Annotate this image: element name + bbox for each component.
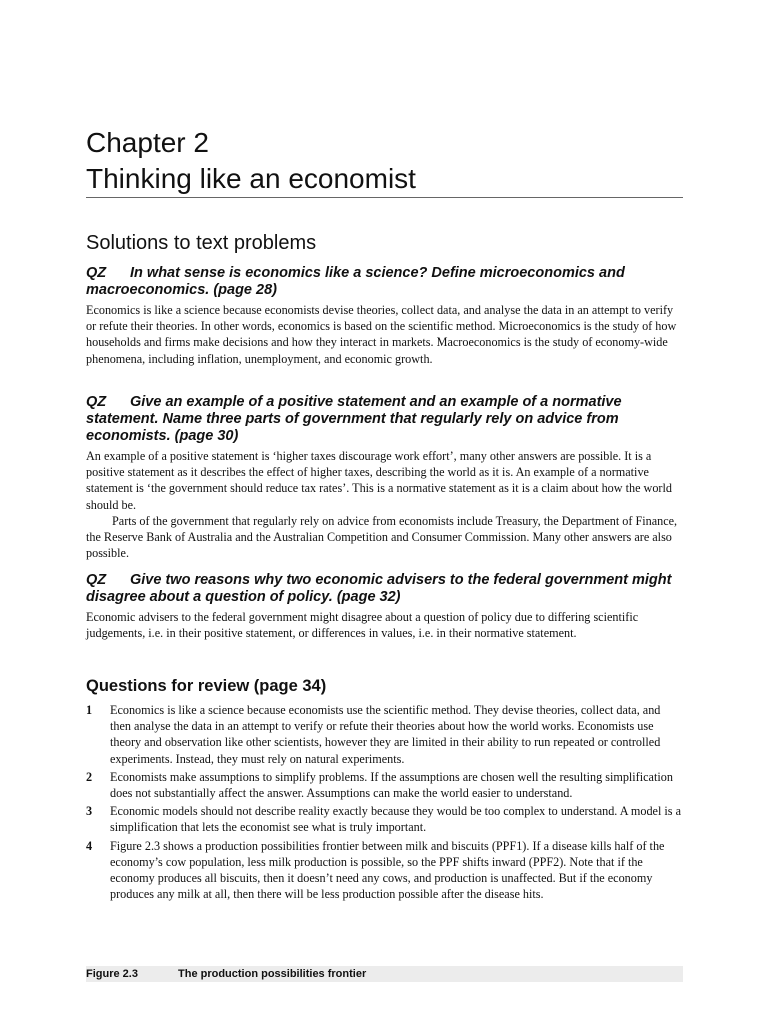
review-item-4 bbox=[86, 838, 683, 903]
answer-paragraph: Economic advisers to the federal government might disagree about a question of policy due to differing scientific judgements, i.e. in their positive statement, or differences in values, i.e. in their normative statement. bbox=[86, 610, 639, 641]
review-text: Figure 2.3 shows a production possibilities frontier between milk and biscuits (PPF1). If a disease kills half of the economy’s cow population, less milk production is possible, so the PPF shifts inward (PPF2). Note that if the economy produces all biscuits, then it doesn’t need any cows, and production is unaffected. But if the economy produces any milk at all, then there will be less production possible after the disease hits. bbox=[110, 838, 665, 902]
review-item-1 bbox=[86, 702, 683, 767]
figure-label: Figure 2.3 bbox=[86, 968, 138, 980]
figure-caption-bar bbox=[86, 966, 683, 982]
qz-question bbox=[86, 572, 683, 606]
review-number: 2 bbox=[86, 769, 93, 784]
review-number: 1 bbox=[86, 703, 93, 717]
review-list bbox=[86, 702, 683, 904]
chapter-number: Chapter 2 bbox=[86, 127, 209, 158]
answer-paragraph: Economics is like a science because economists devise theories, collect data, and analyse the data in an attempt to verify or refute their theories. In other words, economics is based on the scientific method. Microeconomics is the study of how households and firms make decisions and how they interact in markets. Macroeconomics is the study of economy-wide phenomena, including inflation, unemployment, and economic growth. bbox=[86, 303, 677, 366]
review-text: Economists make assumptions to simplify problems. If the assumptions are chosen well the resulting simplification does not substantially affect the answer. Assumptions can make the world easier to understand. bbox=[110, 769, 673, 801]
review-number: 3 bbox=[86, 804, 93, 819]
qz-block-2 bbox=[86, 394, 683, 561]
qz-block-3 bbox=[86, 572, 683, 641]
chapter-name: Thinking like an economist bbox=[86, 163, 416, 194]
review-text: Economics is like a science because economists use the scientific method. They devise theories, collect data, and then analyse the data in an attempt to verify or refute their theories about how the world works. Economists use theory and observation like other scientists, however they are limited in their ability to run repeated or controlled experiments. Instead, they must rely on natural experiments. bbox=[110, 703, 661, 766]
qz-answer bbox=[86, 609, 683, 641]
qz-question bbox=[86, 394, 683, 445]
solutions-heading: Solutions to text problems bbox=[86, 232, 317, 254]
qz-tag: QZ bbox=[86, 265, 107, 281]
review-heading: Questions for review (page 34) bbox=[86, 677, 327, 695]
qz-tag: QZ bbox=[86, 572, 107, 588]
qz-block-1 bbox=[86, 265, 683, 367]
qz-tag: QZ bbox=[86, 394, 107, 410]
review-text: Economic models should not describe reality exactly because they would be too complex to understand. A model is a simplification that lets the economist see what is truly important. bbox=[110, 804, 681, 835]
qz-question bbox=[86, 265, 683, 299]
qz-question-text: Give two reasons why two economic advisers to the federal government might disagree about a question of policy. (page 32) bbox=[86, 572, 672, 605]
qz-answer bbox=[86, 448, 683, 561]
review-item-3 bbox=[86, 803, 683, 835]
answer-paragraph: An example of a positive statement is ‘higher taxes discourage work effort’, many other answers are possible. It is a positive statement as it describes the effect of higher taxes, describing the world as it is. An example of a normative statement is ‘the government should reduce tax rates’. This is a normative statement as it is a claim about how the world should be. bbox=[86, 449, 672, 512]
qz-answer bbox=[86, 302, 683, 367]
figure-caption: The production possibilities frontier bbox=[178, 968, 367, 980]
answer-paragraph: Parts of the government that regularly rely on advice from economists include Treasury, the Department of Finance, the Reserve Bank of Australia and the Australian Competition and Consumer Commission. Many other answers are also possible. bbox=[86, 513, 678, 561]
qz-question-text: In what sense is economics like a science? Define microeconomics and macroeconomics. (page 28) bbox=[86, 265, 625, 298]
review-item-2 bbox=[86, 769, 683, 801]
qz-question-text: Give an example of a positive statement and an example of a normative statement. Name three parts of government that regularly rely on advice from economists. (page 30) bbox=[86, 394, 622, 444]
chapter-title bbox=[86, 125, 683, 197]
title-rule bbox=[86, 197, 683, 198]
review-number: 4 bbox=[86, 838, 93, 853]
